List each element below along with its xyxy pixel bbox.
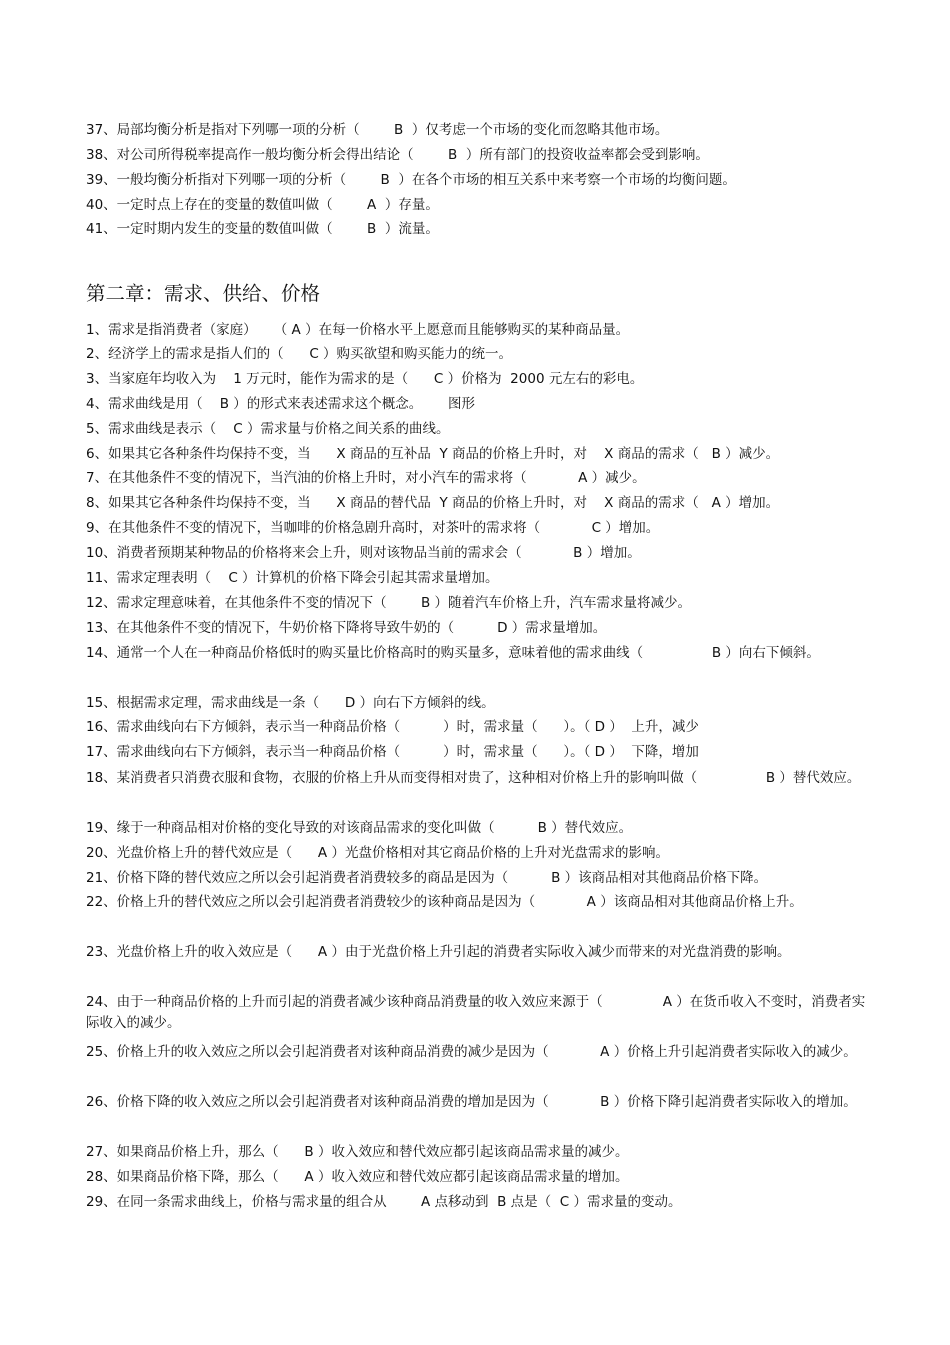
question-8: 8、如果其它各种条件均保持不变，当 X 商品的替代品 Y 商品的价格上升时，对 X 商品的需求（ A ）增加。 — [86, 495, 780, 511]
question-10: 10、消费者预期某种物品的价格将来会上升，则对该物品当前的需求会（ B ）增加。 — [86, 545, 641, 561]
question-6: 6、如果其它各种条件均保持不变，当 X 商品的互补品 Y 商品的价格上升时，对 X 商品的需求（ B ）减少。 — [86, 446, 780, 462]
question-20: 20、光盘价格上升的替代效应是（ A ）光盘价格相对其它商品价格的上升对光盘需求的影响。 — [86, 845, 669, 861]
question-11: 11、需求定理表明（ C ）计算机的价格下降会引起其需求量增加。 — [86, 570, 499, 586]
question-16: 16、需求曲线向右下方倾斜，表示当一种商品价格（ ）时，需求量（ ）。（ D ） 上升，减少 — [86, 719, 699, 735]
question-9: 9、在其他条件不变的情况下，当咖啡的价格急剧升高时，对茶叶的需求将（ C ）增加。 — [86, 520, 660, 536]
question-17: 17、需求曲线向右下方倾斜，表示当一种商品价格（ ）时，需求量（ ）。（ D ） 下降，增加 — [86, 744, 699, 760]
question-13: 13、在其他条件不变的情况下，牛奶价格下降将导致牛奶的（ D ）需求量增加。 — [86, 620, 607, 636]
question-40: 40、一定时点上存在的变量的数值叫做（ A ）存量。 — [86, 197, 439, 213]
chapter-heading: 第二章：需求、供给、价格 — [86, 282, 321, 305]
question-29: 29、在同一条需求曲线上，价格与需求量的组合从 A 点移动到 B 点是（ C ）需求量的变动。 — [86, 1194, 682, 1210]
question-24: 24、由于一种商品价格的上升而引起的消费者减少该种商品消费量的收入效应来源于（ A ）在货币收入不变时，消费者实际收入的减少。 — [86, 994, 866, 1031]
question-5: 5、需求曲线是表示（ C ）需求量与价格之间关系的曲线。 — [86, 421, 450, 437]
question-41: 41、一定时期内发生的变量的数值叫做（ B ）流量。 — [86, 221, 439, 237]
question-3: 3、当家庭年均收入为 1 万元时，能作为需求的是（ C ）价格为 2000 元左右的彩电。 — [86, 371, 644, 387]
question-23: 23、光盘价格上升的收入效应是（ A ）由于光盘价格上升引起的消费者实际收入减少而带来的对光盘消费的影响。 — [86, 944, 791, 960]
question-28: 28、如果商品价格下降，那么（ A ）收入效应和替代效应都引起该商品需求量的增加。 — [86, 1169, 629, 1185]
question-18: 18、某消费者只消费衣服和食物，衣服的价格上升从而变得相对贵了，这种相对价格上升的影响叫做（ B ）替代效应。 — [86, 770, 861, 786]
question-39: 39、一般均衡分析指对下列哪一项的分析（ B ）在各个市场的相互关系中来考察一个市场的均衡问题。 — [86, 172, 736, 188]
question-37: 37、局部均衡分析是指对下列哪一项的分析（ B ）仅考虑一个市场的变化而忽略其他市场。 — [86, 122, 669, 138]
question-22: 22、价格上升的替代效应之所以会引起消费者消费较少的该种商品是因为（ A ）该商品相对其他商品价格上升。 — [86, 894, 803, 910]
question-27: 27、如果商品价格上升，那么（ B ）收入效应和替代效应都引起该商品需求量的减少。 — [86, 1144, 629, 1160]
question-7: 7、在其他条件不变的情况下，当汽油的价格上升时，对小汽车的需求将（ A ）减少。 — [86, 470, 646, 486]
question-4: 4、需求曲线是用（ B ）的形式来表述需求这个概念。 图形 — [86, 396, 476, 412]
question-1: 1、需求是指消费者（家庭） （ A ）在每一价格水平上愿意而且能够购买的某种商品量。 — [86, 322, 630, 338]
question-25: 25、价格上升的收入效应之所以会引起消费者对该种商品消费的减少是因为（ A ）价格上升引起消费者实际收入的减少。 — [86, 1044, 857, 1060]
question-38: 38、对公司所得税率提高作一般均衡分析会得出结论（ B ）所有部门的投资收益率都会受到影响。 — [86, 147, 709, 163]
question-12: 12、需求定理意味着，在其他条件不变的情况下（ B ）随着汽车价格上升，汽车需求量将减少。 — [86, 595, 692, 611]
question-19: 19、缘于一种商品相对价格的变化导致的对该商品需求的变化叫做（ B ）替代效应。 — [86, 820, 633, 836]
question-26: 26、价格下降的收入效应之所以会引起消费者对该种商品消费的增加是因为（ B ）价格下降引起消费者实际收入的增加。 — [86, 1094, 857, 1110]
question-14: 14、通常一个人在一种商品价格低时的购买量比价格高时的购买量多，意味着他的需求曲线（ B ）向右下倾斜。 — [86, 645, 820, 661]
question-15: 15、根据需求定理，需求曲线是一条（ D ）向右下方倾斜的线。 — [86, 695, 495, 711]
question-2: 2、经济学上的需求是指人们的（ C ）购买欲望和购买能力的统一。 — [86, 346, 513, 362]
question-21: 21、价格下降的替代效应之所以会引起消费者消费较多的商品是因为（ B ）该商品相对其他商品价格下降。 — [86, 870, 768, 886]
